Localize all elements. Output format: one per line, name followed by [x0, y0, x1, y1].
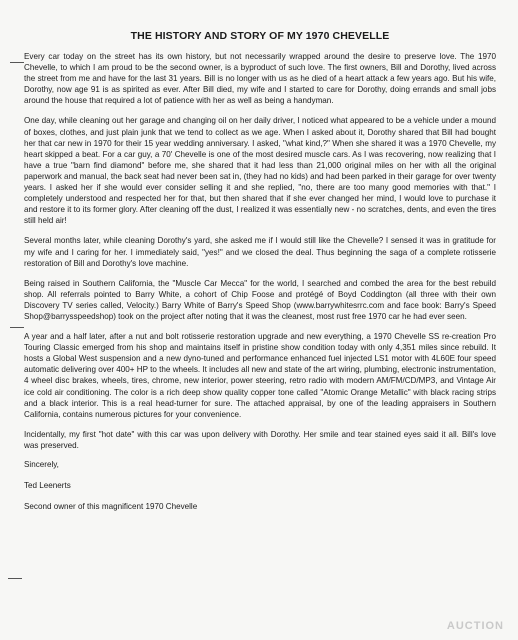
scan-mark-bottom	[8, 578, 22, 579]
document-title: THE HISTORY AND STORY OF MY 1970 CHEVELLE	[130, 30, 390, 42]
signature-name: Ted Leenerts	[24, 481, 71, 490]
closing-line: Sincerely,	[24, 460, 59, 469]
scan-mark-top	[10, 62, 24, 63]
paragraph-6: Incidentally, my first "hot date" with this car was upon delivery with Dorothy. Her smile and tear stained eyes said it all. Bill's love was preserved.	[24, 429, 496, 450]
auction-watermark: AUCTION	[446, 620, 504, 632]
paragraph-3: Several months later, while cleaning Dorothy's yard, she asked me if I would still like the Chevelle? I sensed it was in gratitude for my wife and I caring for her. I immediately said, "yes!" and we closed the deal. Thus beginning the saga of a complete rotisserie restoration of Bill and Dorothy's love machine.	[24, 236, 496, 268]
signature-title: Second owner of this magnificent 1970 Chevelle	[24, 502, 198, 511]
paragraph-1: Every car today on the street has its own history, but not necessarily wrapped around the desire to preserve love. The 1970 Chevelle, to which I am proud to be the second owner, is a byproduct of such love. The first owners, Bill and Dorothy, lived across the street from me and have for the last 31 years. Bill is no longer with us as he died of a heart attack a few years ago. But his wife, Dorothy, now age 91 is as spirited as ever. After Bill died, my wife and I started to care for Dorothy, doing errands and small jobs around the house that required a lot of patience with her as well as being a handyman.	[24, 52, 496, 106]
paragraph-2: One day, while cleaning out her garage and changing oil on her daily driver, I noticed what appeared to be a vehicle under a mound of boxes, clothes, and just plain junk that we tend to collect as we age. When I asked about it, Dorothy shared that Bill had bought her that car new in 1970 for their 15 year wedding anniversary. I asked, "what kind,?" When she shared it was a 1970 Chevelle, my heart skipped a beat. For a car guy, a 70' Chevelle is one of the most desired muscle cars. As I was recovering, now realizing that I have a true "barn find diamond" before me, she shared that it had less than 21,000 original miles on her with all the original paperwork and manual, the back seat had never been sat in, (they had no kids) and had been parked in their garage for over twenty years. I asked her if she would ever consider selling it and she replied, "no, there are too many good memories with that." I completely understood and respected her for that, but then shared that if she ever changed her mind, I would love to purchase it and restore it to its former glory. After cleaning off the dust, I realized it was essentially new - no scratches, dents, and even the tires still held air!	[24, 116, 496, 226]
paragraph-4: Being raised in Southern California, the "Muscle Car Mecca" for the world, I searched and combed the area for the best rebuild shop. All referrals pointed to Barry White, a cohort of Chip Foose and protégé of Boyd Coddington (all three with their own Discovery TV series called, Velocity.) Barry White of Barry's Speed Shop (www.barrywhitesrrc.com and face book: Barry's Speed Shop@barrysspeedshop) took on the project after noting that it was the cleanest, most rust free 1970 car he had ever seen.	[24, 278, 496, 321]
paragraph-5: A year and a half later, after a nut and bolt rotisserie restoration upgrade and new everything, a 1970 Chevelle SS re-creation Pro Touring Classic emerged from his shop and maintains itself in pristine show condition today with only 4,351 miles since rebuild. It hosts a Global West suspension and a new dyno-tuned and performance enhanced fuel injected LS1 motor with 4L60E four speed automatic delivering over 400+ HP to the wheels. It includes all new and state of the art wiring, plumbing, electronic instrumentation, 4 wheel disc brakes, wheels, tires, chrome, new interior, power steering, retro radio with modern AM/FM/CD/MP3, and Vintage Air ice cold air conditioning. The color is a rich deep show quality copper tone called "Atomic Orange Metallic" with black racing strips and a black interior. This is a real head-turner for sure. The attached appraisal, by one of the leading appraisers in Southern California, contains numerous pictures for your convenience.	[24, 332, 496, 419]
scan-mark-middle	[10, 327, 24, 328]
